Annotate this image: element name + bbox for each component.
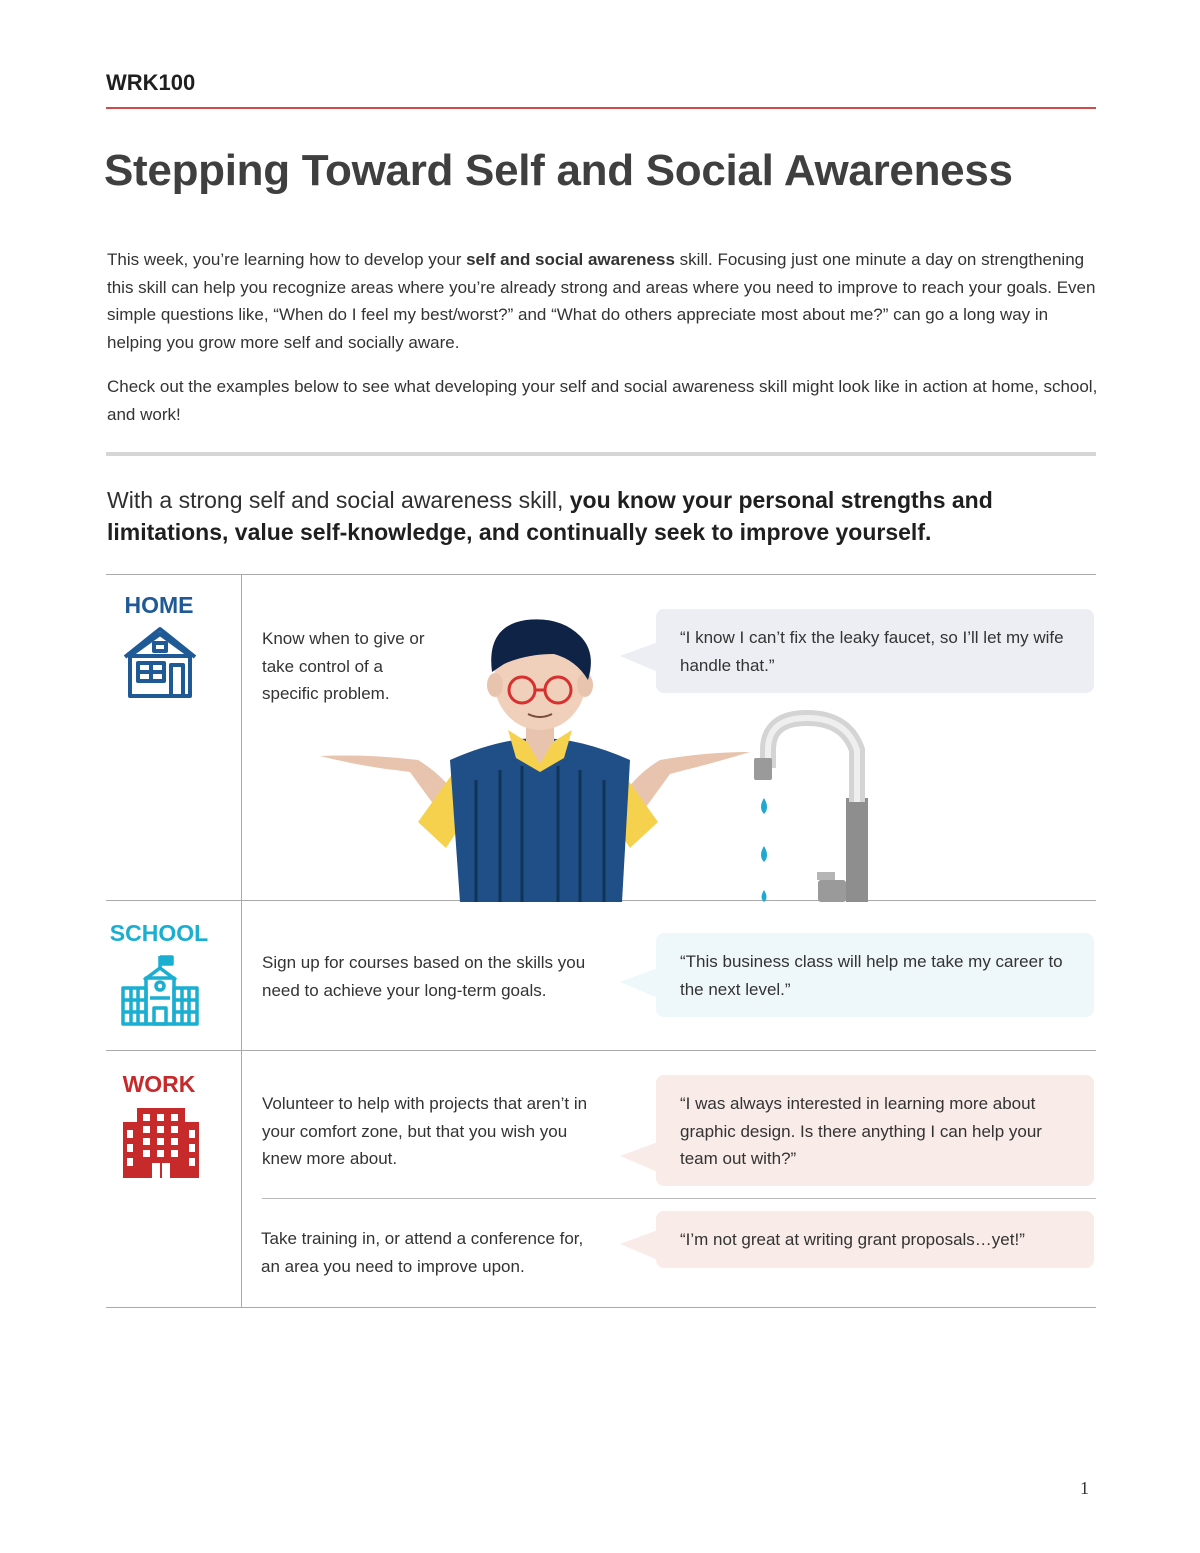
lead-bold: you know your personal strengths and limitations, value self-knowledge, and continually seek to improve yourself. (107, 487, 993, 545)
home-label: HOME (124, 592, 194, 618)
work-item-2-bubble-tail (620, 1230, 658, 1260)
intro-p1-start: This week, you’re learning how to develop your (107, 250, 467, 269)
lead-normal: With a strong self and social awareness skill, (107, 487, 570, 513)
work-item-1-description: Volunteer to help with projects that aren’t in your comfort zone, but that you wish you knew more about. (262, 1094, 588, 1168)
work-item-1-quote-bubble: “I was always interested in learning more about graphic design. Is there anything I can help your team out with?” (656, 1075, 1094, 1186)
house-icon (121, 625, 199, 704)
work-label: WORK (122, 1071, 196, 1097)
lead-statement (107, 484, 1097, 548)
office-building-icon (121, 1106, 201, 1185)
school-label: SCHOOL (109, 920, 209, 946)
leaky-faucet-icon (754, 718, 868, 902)
table-column-divider (241, 575, 242, 1308)
home-quote-bubble: “I know I can’t fix the leaky faucet, so I’ll let my wife handle that.” (656, 609, 1094, 693)
table-row-divider-school (106, 1050, 1096, 1051)
school-bubble-tail (620, 968, 658, 998)
section-divider (106, 452, 1096, 456)
intro-paragraph-1 (107, 246, 1107, 356)
school-quote-bubble: “This business class will help me take my career to the next level.” (656, 933, 1094, 1017)
school-building-icon (120, 954, 200, 1031)
work-item-2-description: Take training in, or attend a conference for, an area you need to improve upon. (261, 1229, 584, 1276)
home-description: Know when to give or take control of a specific problem. (262, 629, 425, 703)
page-title: Stepping Toward Self and Social Awareness (104, 146, 1013, 195)
table-top-border (106, 574, 1096, 575)
home-bubble-tail (620, 642, 658, 672)
intro-paragraph-2: Check out the examples below to see what developing your self and social awareness skill might look like in action at home, school, and work! (107, 377, 1098, 424)
intro-p1-bold: self and social awareness (466, 250, 675, 269)
intro-p1-end: skill. Focusing just one minute a day on strengthening this skill can help you recognize areas where you’re already strong and areas where you need to improve to reach your goals. Even simple questions like, “When do I feel my best/worst?” and “What do others appreciate most about me?” can go a long way in helping you grow more self and socially aware. (107, 250, 1096, 352)
school-description: Sign up for courses based on the skills you need to achieve your long-term goals. (262, 953, 586, 1000)
work-item-2-quote-bubble: “I’m not great at writing grant proposals…yet!” (656, 1211, 1094, 1268)
course-code: WRK100 (106, 70, 196, 95)
work-item-1-bubble-tail (620, 1142, 658, 1172)
work-item-divider (262, 1198, 1096, 1199)
page-number: 1 (1080, 1478, 1089, 1498)
intro-text (107, 246, 1107, 445)
header-divider (106, 107, 1096, 109)
table-bottom-border (106, 1307, 1096, 1308)
